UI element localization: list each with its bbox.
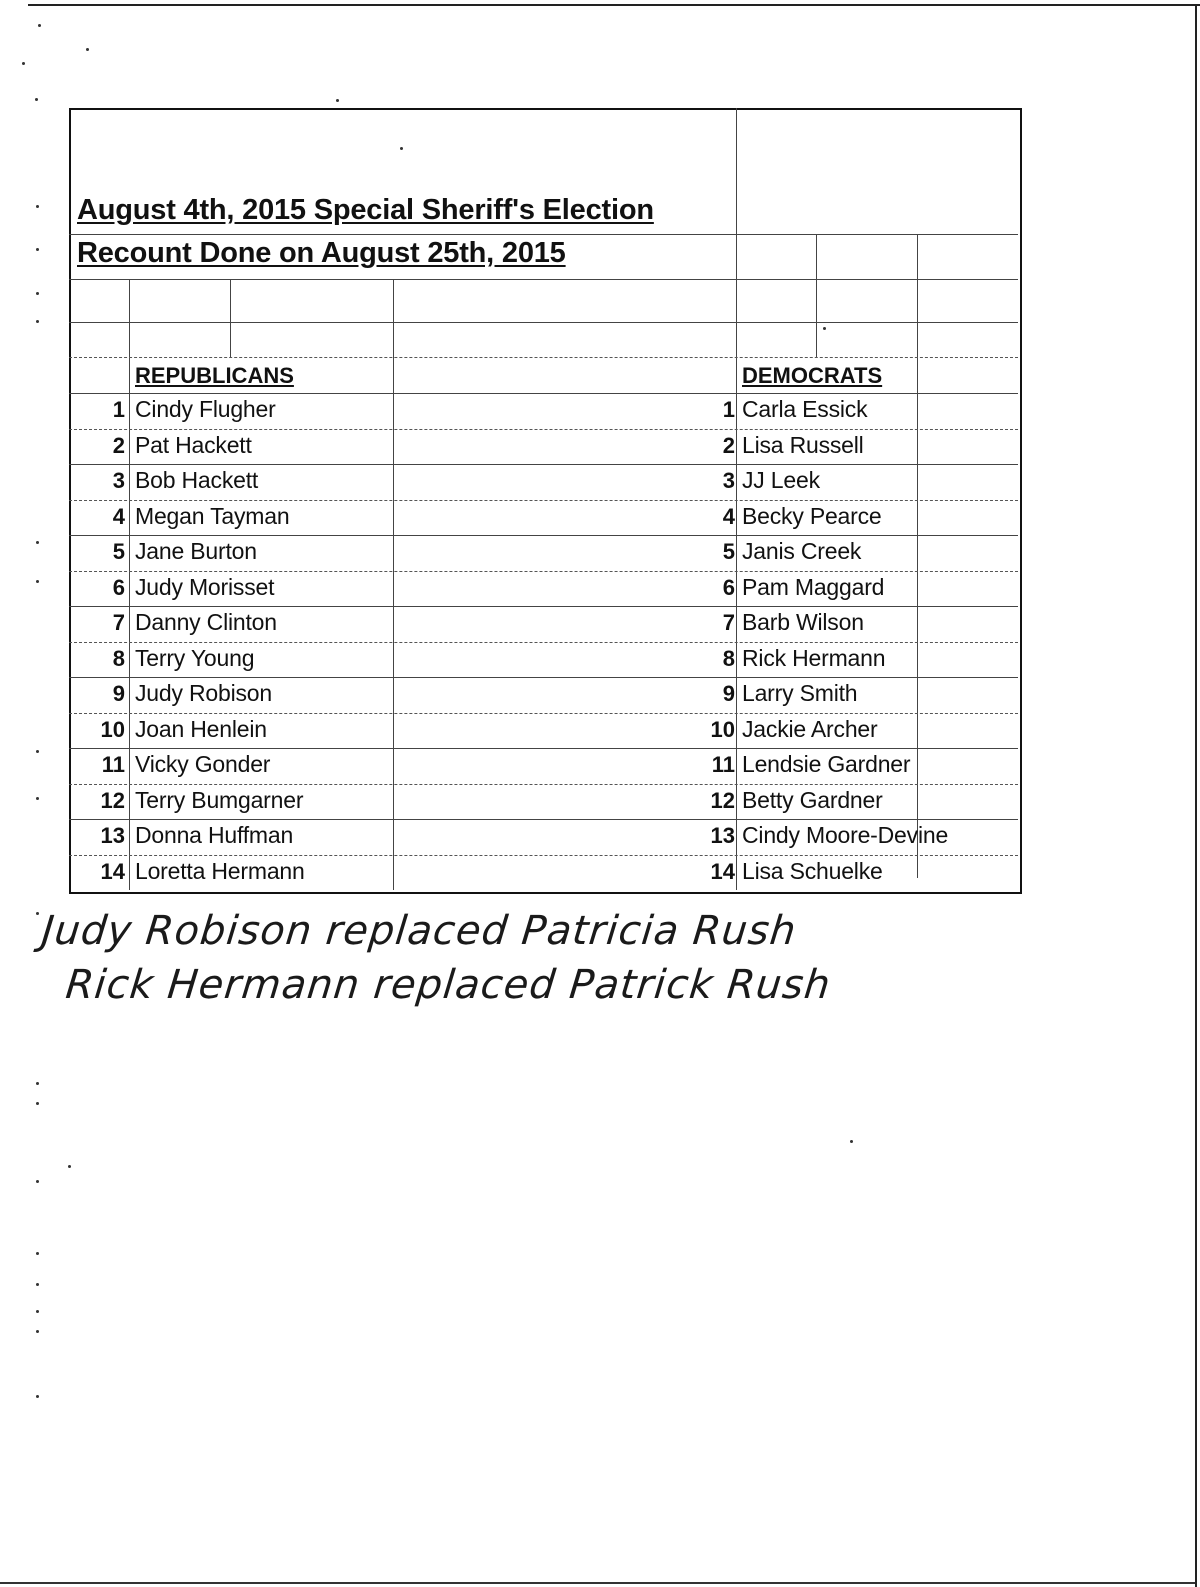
scan-speck bbox=[36, 797, 39, 800]
democrat-name: Becky Pearce bbox=[742, 502, 882, 529]
republican-number: 11 bbox=[101, 752, 125, 777]
grid-line bbox=[230, 279, 231, 357]
scan-speck bbox=[36, 1330, 39, 1333]
scan-speck bbox=[36, 292, 39, 295]
scan-speck bbox=[22, 62, 25, 65]
grid-line bbox=[69, 279, 1018, 280]
democrat-number: 8 bbox=[722, 645, 735, 671]
scan-speck bbox=[36, 1310, 39, 1313]
democrat-name: Janis Creek bbox=[742, 538, 862, 564]
democrats-header: DEMOCRATS bbox=[742, 363, 883, 388]
handwritten-note: Judy Robison replaced Patricia Rush bbox=[39, 908, 799, 954]
democrat-number: 7 bbox=[722, 610, 735, 635]
scan-speck bbox=[36, 1180, 39, 1183]
grid-line bbox=[816, 234, 817, 357]
democrat-name: JJ Leek bbox=[742, 467, 820, 493]
republican-number: 10 bbox=[100, 716, 125, 742]
republican-name: Judy Morisset bbox=[135, 573, 275, 600]
democrat-name: Carla Essick bbox=[742, 396, 868, 422]
republican-name: Terry Young bbox=[135, 644, 255, 671]
republican-name: Donna Huffman bbox=[135, 822, 294, 848]
grid-line bbox=[393, 279, 394, 890]
scan-speck bbox=[36, 205, 39, 208]
republican-number: 13 bbox=[100, 823, 125, 848]
republican-number: 8 bbox=[112, 645, 125, 671]
scan-speck bbox=[36, 1395, 39, 1398]
democrat-number: 4 bbox=[722, 503, 735, 529]
democrat-name: Lendsie Gardner bbox=[742, 751, 911, 777]
republican-number: 5 bbox=[112, 539, 125, 564]
republican-name: Bob Hackett bbox=[135, 467, 259, 493]
democrat-number: 10 bbox=[710, 716, 735, 742]
republican-number: 2 bbox=[112, 432, 125, 458]
republican-name: Danny Clinton bbox=[135, 609, 277, 635]
grid-line bbox=[69, 322, 1018, 323]
democrat-number: 3 bbox=[722, 468, 735, 493]
recount-table bbox=[69, 108, 1020, 892]
republican-name: Loretta Hermann bbox=[135, 857, 305, 884]
republican-name: Joan Henlein bbox=[135, 715, 267, 742]
scan-speck bbox=[36, 541, 39, 544]
grid-line bbox=[69, 535, 1018, 536]
grid-line bbox=[69, 855, 1018, 856]
grid-line bbox=[69, 642, 1018, 643]
republicans-header: REPUBLICANS bbox=[135, 363, 294, 388]
grid-line bbox=[69, 429, 1018, 430]
democrat-number: 13 bbox=[710, 823, 735, 848]
republican-number: 12 bbox=[100, 787, 125, 813]
republican-name: Pat Hackett bbox=[135, 431, 252, 458]
republican-name: Judy Robison bbox=[135, 680, 272, 706]
scan-speck bbox=[36, 248, 39, 251]
scan-edge-top bbox=[28, 4, 1200, 6]
grid-line bbox=[69, 713, 1018, 714]
democrat-number: 12 bbox=[710, 787, 735, 813]
document-subtitle: Recount Done on August 25th, 2015 bbox=[77, 237, 566, 269]
grid-line bbox=[69, 393, 1018, 394]
grid-line bbox=[69, 677, 1018, 678]
scan-speck bbox=[36, 1252, 39, 1255]
republican-name: Terry Bumgarner bbox=[135, 786, 304, 813]
republican-name: Vicky Gonder bbox=[135, 751, 271, 777]
scan-speck bbox=[850, 1140, 853, 1143]
democrat-number: 1 bbox=[722, 397, 735, 422]
republican-number: 1 bbox=[112, 397, 125, 422]
grid-line bbox=[69, 464, 1018, 465]
democrat-number: 9 bbox=[722, 681, 735, 706]
democrat-number: 6 bbox=[722, 574, 735, 600]
democrat-number: 11 bbox=[711, 752, 735, 777]
scan-speck bbox=[336, 99, 339, 102]
republican-number: 4 bbox=[112, 503, 125, 529]
scan-edge-bottom bbox=[0, 1582, 1195, 1584]
document-title: August 4th, 2015 Special Sheriff's Election bbox=[77, 194, 654, 226]
democrat-name: Cindy Moore-Devine bbox=[742, 822, 949, 848]
democrat-number: 5 bbox=[722, 539, 735, 564]
grid-line bbox=[69, 234, 1018, 235]
handwritten-note: Rick Hermann replaced Patrick Rush bbox=[63, 962, 834, 1008]
democrat-name: Jackie Archer bbox=[742, 715, 878, 742]
democrat-name: Larry Smith bbox=[742, 680, 858, 706]
grid-line bbox=[129, 279, 130, 890]
scan-speck bbox=[36, 320, 39, 323]
scan-speck bbox=[68, 1165, 71, 1168]
republican-number: 9 bbox=[112, 681, 125, 706]
grid-line bbox=[69, 571, 1018, 572]
scan-speck bbox=[36, 750, 39, 753]
democrat-number: 14 bbox=[710, 858, 735, 884]
republican-name: Jane Burton bbox=[135, 538, 257, 564]
grid-line bbox=[69, 784, 1018, 785]
scan-speck bbox=[86, 48, 89, 51]
scan-speck bbox=[36, 1082, 39, 1085]
democrat-name: Pam Maggard bbox=[742, 573, 885, 600]
grid-line bbox=[917, 234, 918, 878]
grid-line bbox=[69, 606, 1018, 607]
republican-number: 14 bbox=[100, 858, 125, 884]
republican-name: Cindy Flugher bbox=[135, 396, 276, 422]
republican-name: Megan Tayman bbox=[135, 502, 290, 529]
scan-speck bbox=[36, 1102, 39, 1105]
republican-number: 7 bbox=[112, 610, 125, 635]
democrat-name: Rick Hermann bbox=[742, 644, 886, 671]
scan-speck bbox=[38, 24, 41, 27]
scan-speck bbox=[35, 98, 38, 101]
grid-line bbox=[69, 500, 1018, 501]
democrat-name: Lisa Russell bbox=[742, 431, 864, 458]
republican-number: 3 bbox=[112, 468, 125, 493]
scan-speck bbox=[36, 580, 39, 583]
grid-line bbox=[69, 357, 1018, 358]
scan-speck bbox=[36, 912, 39, 915]
grid-line bbox=[69, 819, 1018, 820]
grid-line bbox=[69, 748, 1018, 749]
democrat-number: 2 bbox=[722, 432, 735, 458]
republican-number: 6 bbox=[112, 574, 125, 600]
democrat-name: Barb Wilson bbox=[742, 609, 864, 635]
scan-edge-right bbox=[1195, 4, 1197, 1587]
scan-speck bbox=[36, 1283, 39, 1286]
democrat-name: Lisa Schuelke bbox=[742, 857, 883, 884]
democrat-name: Betty Gardner bbox=[742, 786, 883, 813]
